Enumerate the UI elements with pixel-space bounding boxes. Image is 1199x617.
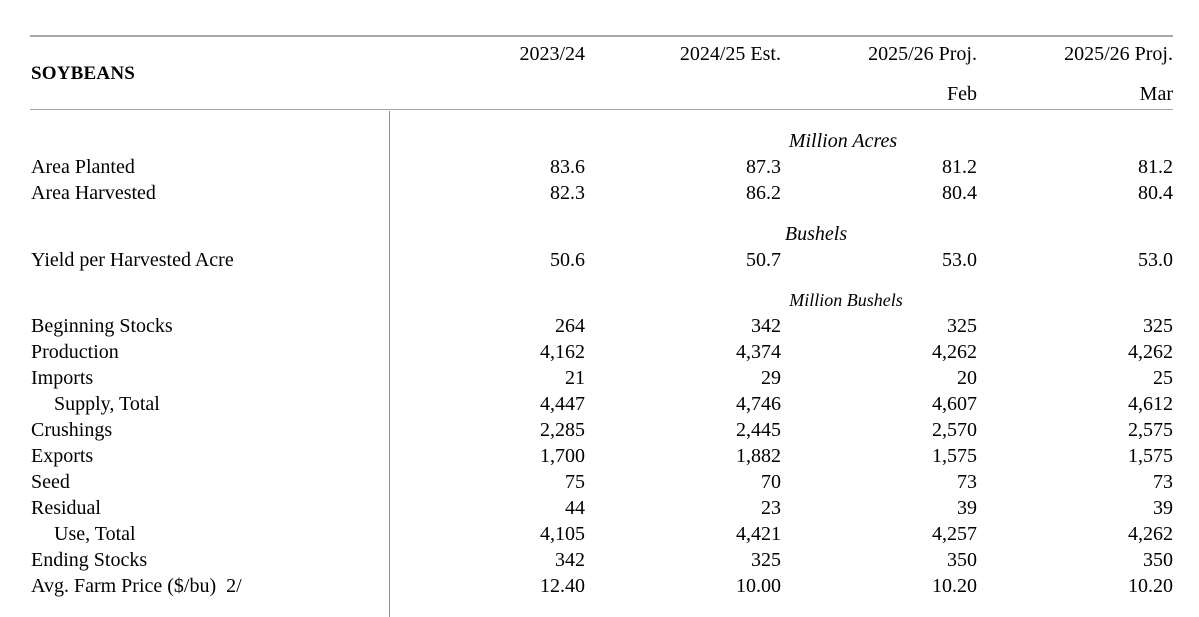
cell-imports-2025-26-feb: 20	[957, 367, 977, 389]
cell-ending-stocks-2024-25: 325	[751, 549, 781, 571]
row-label-residual: Residual	[31, 497, 101, 519]
cell-imports-2023-24: 21	[565, 367, 585, 389]
cell-use-total-2025-26-mar: 4,262	[1128, 523, 1173, 545]
cell-avg-farm-price-2024-25: 10.00	[736, 575, 781, 597]
col-header-3: 2025/26 Proj.	[868, 43, 977, 65]
cell-supply-total-2025-26-feb: 4,607	[932, 393, 977, 415]
cell-production-2024-25: 4,374	[736, 341, 781, 363]
cell-exports-2023-24: 1,700	[540, 445, 585, 467]
row-label-avg-farm-price: Avg. Farm Price ($/bu) 2/	[31, 575, 242, 597]
cell-seed-2024-25: 70	[761, 471, 781, 493]
cell-beginning-stocks-2024-25: 342	[751, 315, 781, 337]
row-label-area-planted: Area Planted	[31, 156, 135, 178]
row-label-ending-stocks: Ending Stocks	[31, 549, 148, 571]
cell-beginning-stocks-2025-26-mar: 325	[1143, 315, 1173, 337]
top-rule	[30, 35, 1173, 37]
cell-production-2025-26-feb: 4,262	[932, 341, 977, 363]
col-header-2: 2024/25 Est.	[679, 43, 781, 65]
cell-avg-farm-price-2023-24: 12.40	[540, 575, 585, 597]
cell-ending-stocks-2023-24: 342	[555, 549, 585, 571]
unit-million-bushels: Million Bushels	[789, 290, 903, 310]
cell-beginning-stocks-2025-26-feb: 325	[947, 315, 977, 337]
cell-exports-2024-25: 1,882	[736, 445, 781, 467]
row-label-beginning-stocks: Beginning Stocks	[31, 315, 173, 337]
cell-area-planted-2025-26-mar: 81.2	[1138, 156, 1173, 178]
row-label-crushings: Crushings	[31, 419, 113, 441]
col-subheader-4: Mar	[1139, 83, 1173, 105]
row-label-supply-total: Supply, Total	[54, 393, 160, 415]
row-label-seed: Seed	[31, 471, 70, 493]
cell-crushings-2025-26-mar: 2,575	[1128, 419, 1173, 441]
cell-imports-2025-26-mar: 25	[1153, 367, 1173, 389]
cell-supply-total-2024-25: 4,746	[736, 393, 781, 415]
cell-use-total-2025-26-feb: 4,257	[932, 523, 977, 545]
cell-crushings-2025-26-feb: 2,570	[932, 419, 977, 441]
cell-ending-stocks-2025-26-mar: 350	[1143, 549, 1173, 571]
cell-seed-2025-26-mar: 73	[1153, 471, 1173, 493]
cell-use-total-2024-25: 4,421	[736, 523, 781, 545]
cell-residual-2025-26-mar: 39	[1153, 497, 1173, 519]
cell-use-total-2023-24: 4,105	[540, 523, 585, 545]
row-label-imports: Imports	[31, 367, 94, 389]
table-title: SOYBEANS	[31, 63, 136, 84]
cell-exports-2025-26-feb: 1,575	[932, 445, 977, 467]
cell-avg-farm-price-2025-26-mar: 10.20	[1128, 575, 1173, 597]
cell-yield-2024-25: 50.7	[746, 249, 781, 271]
cell-production-2025-26-mar: 4,262	[1128, 341, 1173, 363]
cell-area-harvested-2025-26-feb: 80.4	[942, 182, 977, 204]
unit-million-acres: Million Acres	[788, 130, 898, 152]
col-header-4: 2025/26 Proj.	[1064, 43, 1173, 65]
cell-yield-2025-26-mar: 53.0	[1138, 249, 1173, 271]
cell-imports-2024-25: 29	[761, 367, 781, 389]
row-label-production: Production	[31, 341, 119, 363]
cell-area-harvested-2025-26-mar: 80.4	[1138, 182, 1173, 204]
cell-ending-stocks-2025-26-feb: 350	[947, 549, 977, 571]
cell-area-harvested-2023-24: 82.3	[550, 182, 585, 204]
cell-supply-total-2023-24: 4,447	[540, 393, 585, 415]
cell-crushings-2023-24: 2,285	[540, 419, 585, 441]
cell-exports-2025-26-mar: 1,575	[1128, 445, 1173, 467]
cell-area-harvested-2024-25: 86.2	[746, 182, 781, 204]
row-label-use-total: Use, Total	[54, 523, 136, 545]
cell-area-planted-2023-24: 83.6	[550, 156, 585, 178]
cell-area-planted-2024-25: 87.3	[746, 156, 781, 178]
cell-residual-2025-26-feb: 39	[957, 497, 977, 519]
col-subheader-3: Feb	[947, 83, 977, 105]
cell-production-2023-24: 4,162	[540, 341, 585, 363]
row-label-area-harvested: Area Harvested	[31, 182, 156, 204]
cell-yield-2025-26-feb: 53.0	[942, 249, 977, 271]
cell-yield-2023-24: 50.6	[550, 249, 585, 271]
cell-supply-total-2025-26-mar: 4,612	[1128, 393, 1173, 415]
cell-beginning-stocks-2023-24: 264	[555, 315, 585, 337]
cell-seed-2023-24: 75	[565, 471, 585, 493]
row-label-yield: Yield per Harvested Acre	[31, 249, 234, 271]
col-header-1: 2023/24	[519, 43, 585, 65]
label-divider	[389, 111, 390, 617]
cell-area-planted-2025-26-feb: 81.2	[942, 156, 977, 178]
unit-bushels: Bushels	[784, 223, 848, 245]
cell-seed-2025-26-feb: 73	[957, 471, 977, 493]
cell-avg-farm-price-2025-26-feb: 10.20	[932, 575, 977, 597]
cell-residual-2024-25: 23	[761, 497, 781, 519]
header-rule	[30, 109, 1173, 110]
cell-crushings-2024-25: 2,445	[736, 419, 781, 441]
row-label-exports: Exports	[31, 445, 94, 467]
cell-residual-2023-24: 44	[565, 497, 585, 519]
